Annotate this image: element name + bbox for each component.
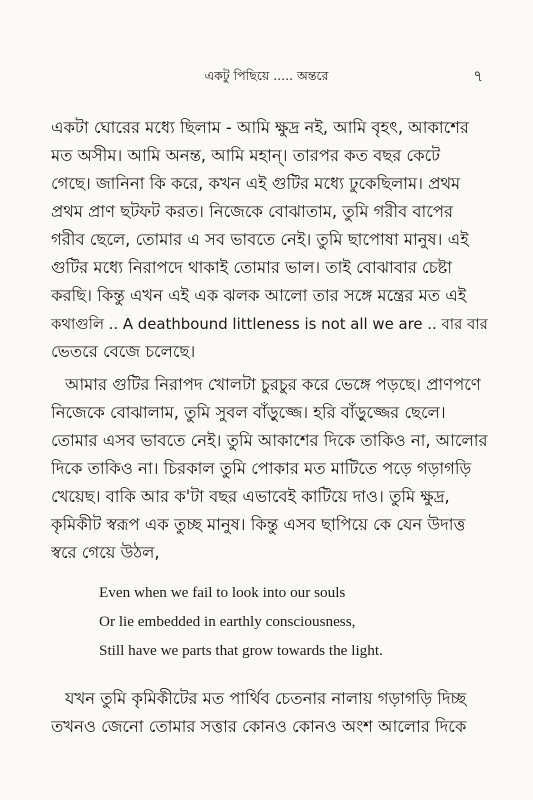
paragraph-2 — [51, 371, 491, 567]
header-title: একটু পিছিয়ে ..... অন্তরে — [204, 68, 329, 83]
text-line: একটা ঘোরের মধ্যে ছিলাম - আমি ক্ষুদ্র নই, আমি বৃহৎ, আকাশের — [51, 118, 469, 137]
poem-line: Even when we fail to look into our souls — [99, 584, 346, 601]
running-header — [0, 66, 533, 86]
text-line: গেছে। জানিনা কি করে, কখন এই গুটির মধ্যে ঢুকেছিলাম। প্রথম — [51, 174, 461, 193]
text-line: মত অসীম। আমি অনন্ত, আমি মহান্। তারপর কত বছর কেটে — [51, 146, 441, 165]
text-line: যখন তুমি কৃমিকীটের মত পার্থিব চেতনার নালায় গড়াগড়ি দিচ্ছ — [65, 689, 467, 708]
poem-line: Or lie embedded in earthly consciousness, — [99, 613, 356, 630]
text-line: গরীব ছেলে, তোমার এ সব ভাবতে নেই। তুমি ছাপোষা মানুষ। এই — [51, 230, 469, 249]
paragraph-3 — [51, 685, 491, 741]
text-line: তখনও জেনো তোমার সত্তার কোনও কোনও অংশ আলোর দিকে — [51, 717, 467, 736]
text-line: খেয়েছ। বাকি আর ক'টা বছর এভাবেই কাটিয়ে দাও। তুমি ক্ষুদ্র, — [51, 487, 450, 506]
text-line: করছি। কিন্তু এখন এই এক ঝলক আলো তার সঙ্গে মন্ত্রের মত এই — [51, 286, 467, 305]
text-line: কথাগুলি .. A deathbound littleness is not all we are .. বার বার — [51, 315, 488, 333]
text-line: প্রথম প্রাণ ছটফট করত। নিজেকে বোঝাতাম, তুমি গরীব বাপের — [51, 202, 454, 221]
poem-quote — [99, 578, 499, 665]
text-line: নিজেকে বোঝালাম, তুমি সুবল বাঁড়ুজ্জে। হরি বাঁড়ুজ্জের ছেলে। — [51, 403, 446, 422]
text-line: আমার গুটির নিরাপদ খোলটা চুরচুর করে ভেঙ্গে পড়ছে। প্রাণপণে — [65, 375, 481, 394]
text-line: স্বরে গেয়ে উঠল, — [51, 543, 160, 562]
page-number: ৭ — [473, 67, 483, 85]
paragraph-1 — [51, 114, 491, 366]
poem-line: Still have we parts that grow towards the light. — [99, 642, 383, 659]
text-line: কৃমিকীট স্বরূপ এক তুচ্ছ মানুষ। কিন্তু এসব ছাপিয়ে কে যেন উদাত্ত — [51, 515, 466, 534]
text-line: গুটির মধ্যে নিরাপদে থাকাই তোমার ভাল। তাই বোঝাবার চেষ্টা — [51, 258, 452, 277]
text-line: দিকে তাকিও না। চিরকাল তুমি পোকার মত মাটিতে পড়ে গড়াগড়ি — [51, 459, 472, 478]
text-line: ভেতরে বেজে চলেছে। — [51, 342, 196, 361]
text-line: তোমার এসব ভাবতে নেই। তুমি আকাশের দিকে তাকিও না, আলোর — [51, 431, 488, 450]
